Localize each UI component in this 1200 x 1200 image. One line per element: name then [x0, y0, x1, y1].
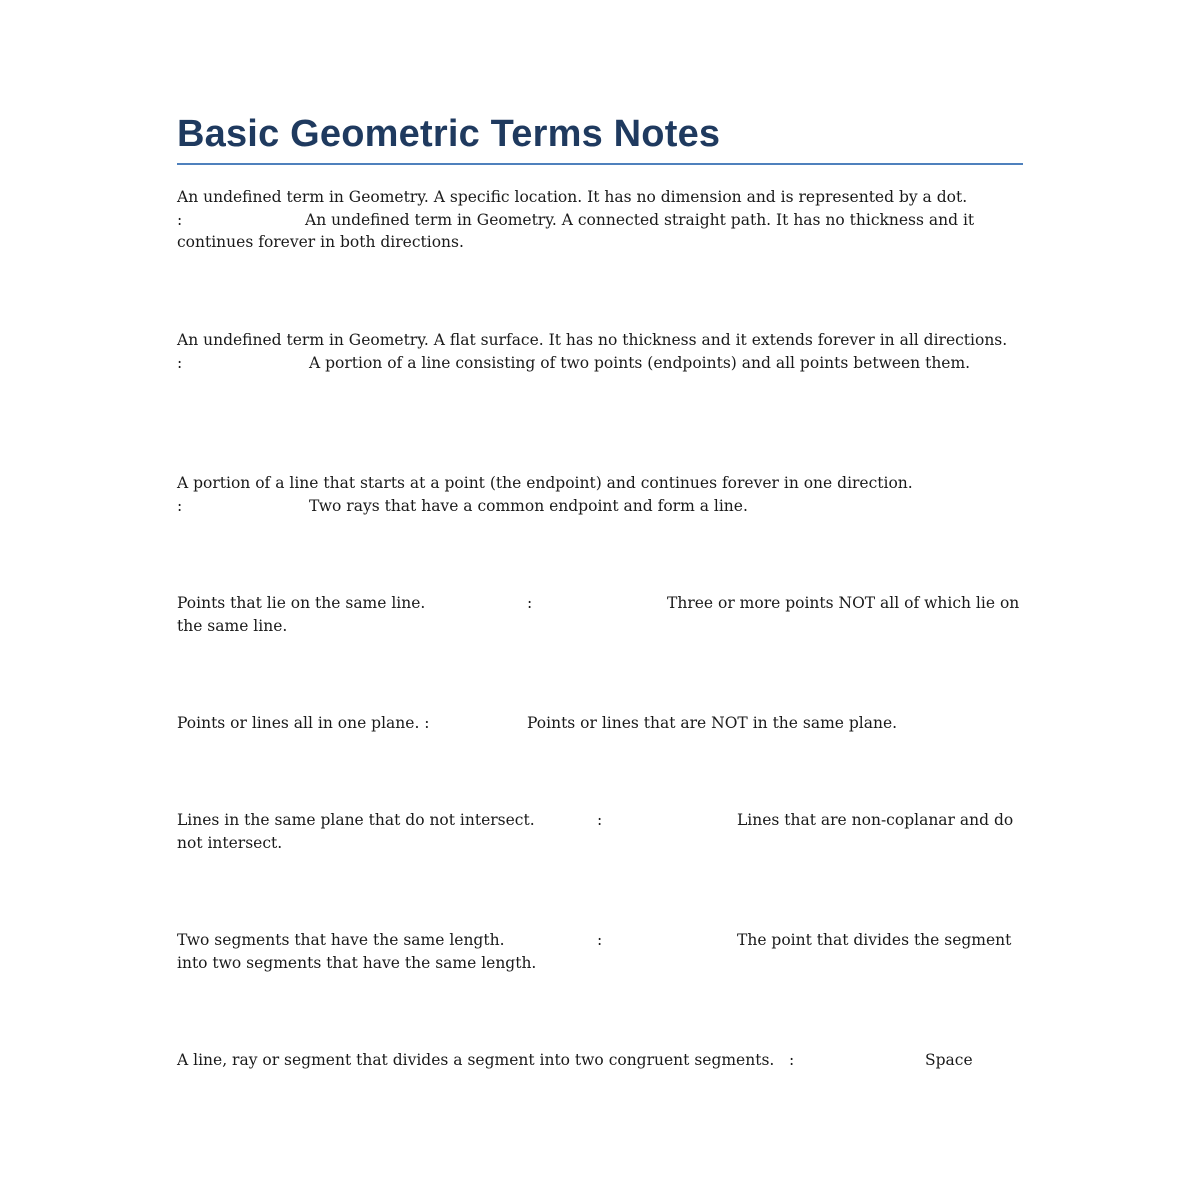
paragraph-1: An undefined term in Geometry. A specific location. It has no dimension and is represented by a dot. : An undefined term in Geometry. A connected straight path. It has no thickness and it continues forever in both directions.	[177, 188, 1073, 251]
paragraph-2: An undefined term in Geometry. A flat surface. It has no thickness and it extends forever in all directions. : A portion of a line consisting of two points (endpoints) and all points between them.	[177, 331, 1035, 372]
paragraph-7: Two segments that have the same length. : The point that divides the segment into two segments that have the same length.	[177, 931, 1017, 972]
document-body	[177, 0, 1073, 1200]
page-title: Basic Geometric Terms Notes	[177, 113, 721, 155]
paragraph-3: A portion of a line that starts at a point (the endpoint) and continues forever in one direction. : Two rays that have a common endpoint and form a line.	[177, 474, 1035, 515]
paragraph-5: Points or lines all in one plane. : Points or lines that are NOT in the same plane.	[177, 714, 898, 732]
paragraph-8: A line, ray or segment that divides a segment into two congruent segments. : Space	[177, 1051, 973, 1069]
paragraph-6: Lines in the same plane that do not intersect. : Lines that are non-coplanar and do not intersect.	[177, 811, 1019, 852]
paragraph-4: Points that lie on the same line. : Three or more points NOT all of which lie on the same line.	[177, 594, 1025, 635]
